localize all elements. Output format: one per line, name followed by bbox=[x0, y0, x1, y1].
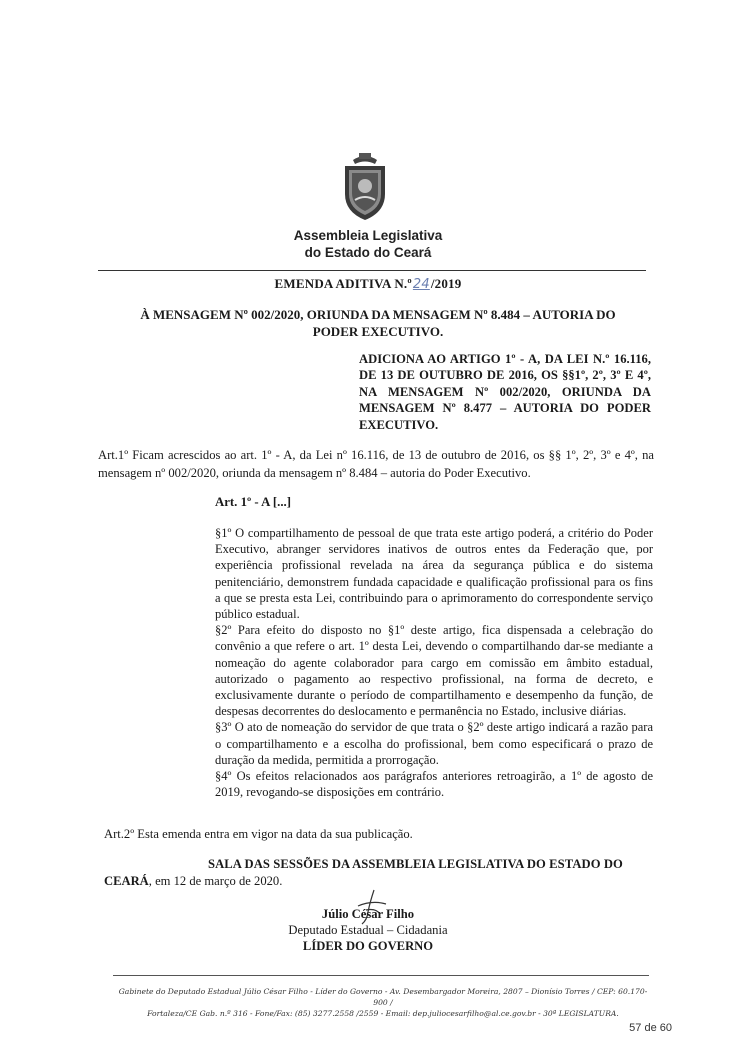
signer-role: Deputado Estadual – Cidadania bbox=[288, 923, 448, 937]
amendment-number-handwritten: 24 bbox=[412, 277, 430, 292]
amendment-title bbox=[0, 276, 736, 293]
footer-divider bbox=[113, 975, 649, 976]
institution-line-1: Assembleia Legislativa bbox=[293, 228, 443, 243]
page-number: 57 de 60 bbox=[629, 1022, 672, 1034]
state-coat-of-arms-icon bbox=[339, 150, 391, 222]
session-hall-state: CEARÁ bbox=[104, 874, 149, 888]
session-hall-statement bbox=[104, 856, 652, 890]
paragraph-4: §4º Os efeitos relacionados aos parágrafos anteriores retroagirão, a 1º de agosto de 2019, revogando-se disposições em contrário. bbox=[215, 769, 653, 800]
institution-line-2: do Estado do Ceará bbox=[304, 245, 432, 260]
signer-title: LÍDER DO GOVERNO bbox=[302, 939, 434, 953]
signature-block bbox=[268, 906, 468, 954]
paragraph-3: §3º O ato de nomeação do servidor de que trata o §2º deste artigo indicará a razão para o compartilhamento e a escolha do profissional, bem como especificará o prazo de duração da medida, permitida a prorrogação. bbox=[215, 720, 653, 767]
session-hall-date: , em 12 de março de 2020. bbox=[148, 874, 283, 888]
footer-line-2: Fortaleza/CE Gab. n.º 316 - Fone/Fax: (85) 3277.2558 /2559 - Email: dep.juliocesarfilho@al.ce.gov.br - 30ª LEGISLATURA. bbox=[147, 1009, 619, 1018]
ementa-summary: ADICIONA AO ARTIGO 1º - A, DA LEI N.º 16.116, DE 13 DE OUTUBRO DE 2016, OS §§1º, 2º, 3º E 4º, NA MENSAGEM Nº 002/2020, ORIUNDA DA MENSAGEM Nº 8.477 – AUTORIA DO PODER EXECUTIVO. bbox=[359, 352, 651, 432]
header-divider bbox=[98, 270, 646, 271]
article-1a-heading: Art. 1º - A [...] bbox=[215, 495, 292, 509]
article-1: Art.1º Ficam acrescidos ao art. 1º - A, da Lei nº 16.116, de 13 de outubro de 2016, os §§ 1º, 2º, 3º e 4º, na mensagem nº 002/2020, oriunda da mensagem nº 8.484 – autoria do Poder Executivo. bbox=[98, 448, 654, 480]
paragraphs-block bbox=[215, 525, 653, 800]
footer-address bbox=[118, 986, 648, 1019]
footer-line-1: Gabinete do Deputado Estadual Júlio César Filho - Líder do Governo - Av. Desembargador Moreira, 2807 – Dionísio Torres / CEP: 60.170-900 / bbox=[118, 987, 648, 1007]
amendment-title-suffix: /2019 bbox=[430, 276, 462, 291]
paragraph-1: §1º O compartilhamento de pessoal de que trata este artigo poderá, a critério do Poder Executivo, abranger servidores inativos de outros entes da Federação que, por experiência profissional revelada na área da segurança pública e do sistema penitenciário, demonstrem fundada capacidade e qualificação profissional para os fins a que se presta esta Lei, contribuindo para o aprimoramento do correspondente serviço público estadual. bbox=[215, 526, 653, 622]
amendment-title-prefix: EMENDA ADITIVA N.º bbox=[274, 276, 412, 291]
mensagem-heading: À MENSAGEM Nº 002/2020, ORIUNDA DA MENSAGEM Nº 8.484 – AUTORIA DO PODER EXECUTIVO. bbox=[140, 307, 616, 339]
article-2: Art.2º Esta emenda entra em vigor na data da sua publicação. bbox=[104, 827, 413, 841]
institution-name bbox=[200, 227, 536, 261]
session-hall-line-1: SALA DAS SESSÕES DA ASSEMBLEIA LEGISLATIVA DO ESTADO DO bbox=[208, 857, 623, 871]
paragraph-2: §2º Para efeito do disposto no §1º deste artigo, fica dispensada a celebração do convênio a que refere o art. 1º desta Lei, devendo o compartilhando dar-se mediante a nomeação do agente colaborador para cargo em comissão em âmbito estadual, autorizado o pagamento ao respectivo profissional, na forma de decreto, e exclusivamente durante o período de compartilhamento e desempenho da função, de despesas decorrentes do deslocamento e permanência no Estado, inclusive diárias. bbox=[215, 623, 653, 719]
signer-name: Júlio César Filho bbox=[321, 907, 415, 921]
